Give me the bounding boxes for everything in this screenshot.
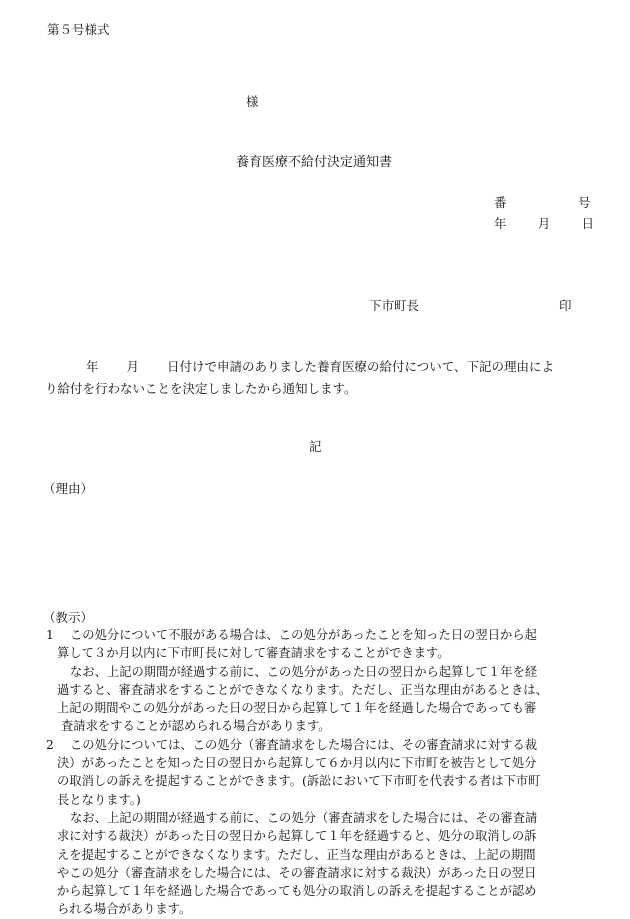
body-line-2: り給付を行わないことを決定しましたから通知します。 — [45, 381, 357, 396]
notice-line: 長となります。) — [57, 792, 141, 807]
date-year: 年 — [494, 216, 507, 231]
notice-line: この処分について不服がある場合は、この処分があったことを知った日の翌日から起 — [70, 628, 537, 642]
notice-line: られる場合があります。 — [57, 902, 192, 917]
notice-item-number: 1 — [46, 628, 54, 642]
ki-heading: 記 — [309, 439, 322, 454]
notice-line: この処分については、この処分（審査請求をした場合には、その審査請求に対する裁 — [70, 737, 538, 752]
notice-item-number: 2 — [46, 737, 54, 752]
issue-date — [494, 214, 594, 232]
notice-line: 査請求をすることが認められる場合があります。 — [61, 719, 331, 734]
sender-name: 下市町長 — [369, 298, 420, 313]
body-line-1 — [49, 356, 594, 378]
addressee-suffix: 様 — [246, 94, 259, 109]
notice-line: 求に対する裁決）があった日の翌日から起算して１年を経過すると、処分の取消しの訴 — [57, 829, 537, 844]
notice-line: やこの処分（審査請求をした場合には、その審査請求に対する裁決）があった日の翌日 — [57, 865, 537, 880]
document-title: 養育医療不給付決定通知書 — [236, 155, 393, 170]
seal-mark: 印 — [559, 298, 572, 313]
notice-item-2 — [43, 736, 593, 919]
body-line-1-rest: 日付けで申請のありました養育医療の給付について、下記の理由によ — [167, 359, 555, 374]
form-number: 第５号様式 — [47, 22, 110, 37]
notice-line: なお、上記の期間が経過する前に、この処分があった日の翌日から起算して１年を経 — [70, 664, 538, 679]
date-day: 日 — [581, 216, 594, 231]
notice-line: 決）があったことを知った日の翌日から起算して６か月以内に下市町を被告として処分 — [57, 756, 537, 771]
date-month: 月 — [537, 216, 551, 231]
reason-label: （理由） — [43, 481, 94, 496]
notice-line: 算して３か月以内に下市町長に対して審査請求をすることができます。 — [57, 646, 450, 661]
body-month: 月 — [126, 359, 140, 374]
body-year: 年 — [86, 359, 99, 374]
notice-line: 過すると、審査請求をすることができなくなります。ただし、正当な理由があるときは、 — [57, 682, 548, 697]
notice-label: （教示） — [43, 610, 94, 625]
notice-section — [43, 626, 593, 919]
notice-line: の取消しの訴えを提起することができます。(訴訟において下市町を代表する者は下市町 — [57, 774, 541, 789]
number-suffix: 号 — [578, 195, 591, 210]
body-paragraph — [45, 356, 594, 400]
notice-line: から起算して１年を経過した場合であっても処分の取消しの訴えを提起することが認め — [57, 884, 537, 899]
notice-line: えを提起することができなくなります。ただし、正当な理由があるときは、上記の期間 — [57, 847, 536, 862]
notice-line: 上記の期間やこの処分があった日の翌日から起算して１年を経過した場合であっても審 — [57, 701, 537, 716]
notice-item-1 — [43, 626, 593, 736]
notice-line: なお、上記の期間が経過する前に、この処分（審査請求をした場合には、その審査請 — [70, 810, 538, 825]
number-label: 番 — [494, 195, 507, 210]
